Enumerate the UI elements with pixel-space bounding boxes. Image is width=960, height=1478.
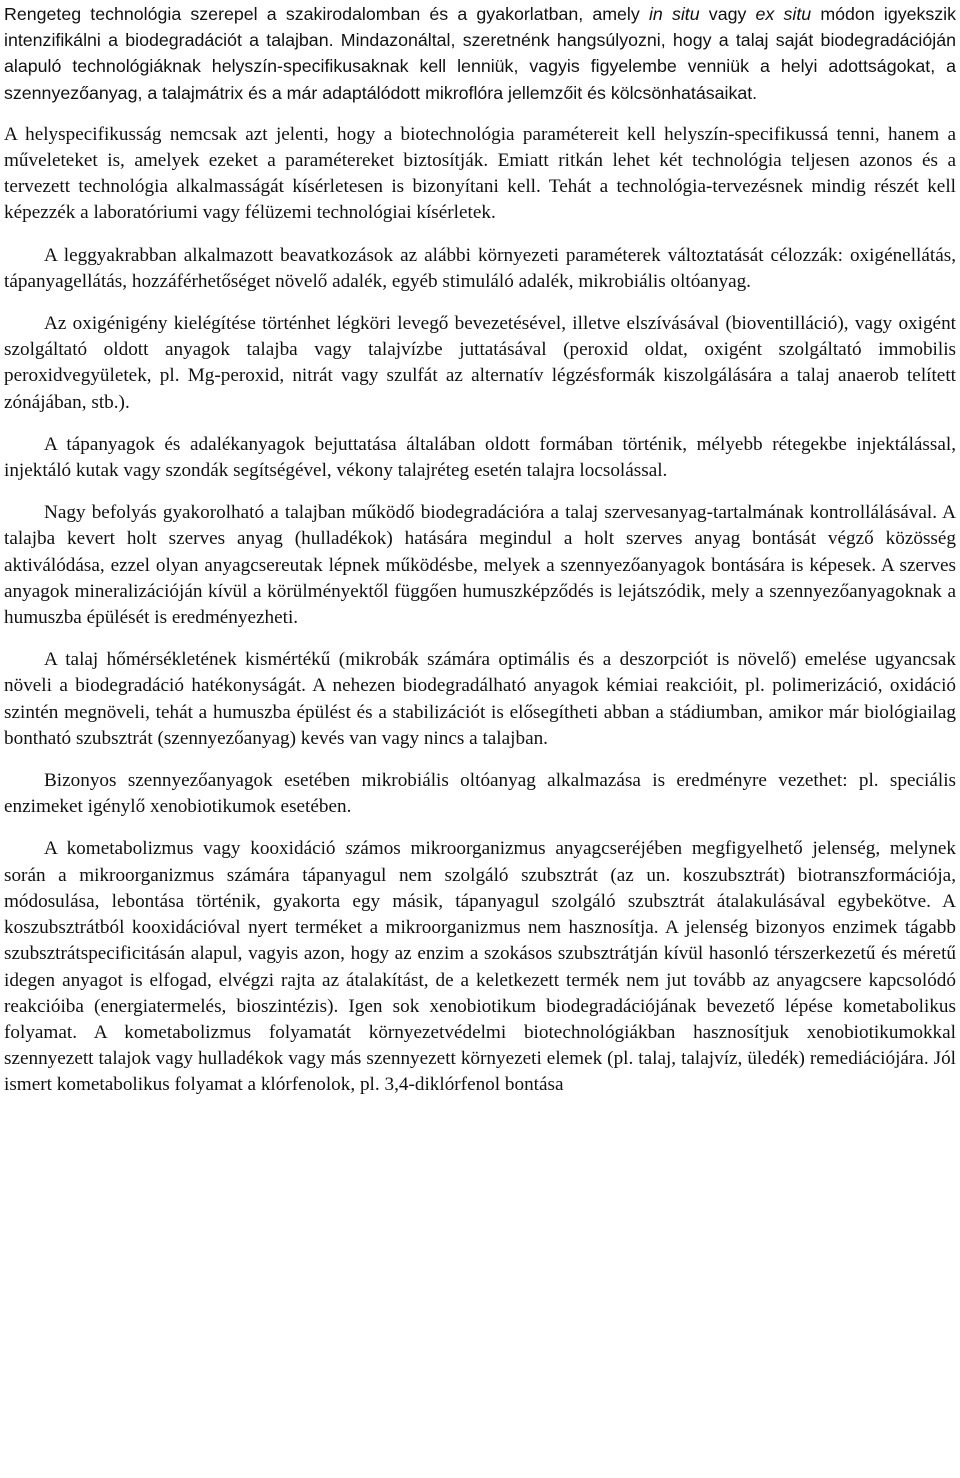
text-segment: módon igyekszik intenzifikálni a biodegradációt a talajban. Mindazonáltal, szeretnénk hangsúlyozni, hogy a talaj saját biodegradációján alapuló technológiáknak helyszín-specifikusaknak kell lenniük, vagyis figyelembe venniük a helyi adottságokat, a szennyezőanyag, a talajmátrix és a már adaptálódott mikroflóra jellemzőit és kölcsönhatásaikat. [4, 4, 957, 103]
paragraph-site-specificity: A helyspecifikusság nemcsak azt jelenti, hogy a biotechnológia paramétereit kell helyszín-specifikussá tenni, hanem a műveleteket is, amelyek ezeket a paramétereket biztosítják. Emiatt ritkán lehet két technológia teljesen azonos és a tervezett technológia alkalmasságát kísérletesen is bizonyítani kell. Tehát a technológia-tervezésnek mindig részét kell képezzék a laboratóriumi vagy félüzemi technológiai kísérletek. [4, 123, 956, 224]
paragraph-organic-matter: Nagy befolyás gyakorolható a talajban működő biodegradációra a talaj szervesanyag-tartalmának kontrollálásával. A talajba kevert holt szerves anyag (hulladékok) hatására megindul a holt szerves anyag bontását végző közösség aktiválódása, ezzel olyan anyagcsereutak lépnek működésbe, melyek a szennyezőanyagok bontására is képesek. A szerves anyagok mineralizációján kívül a körülményektől függően humuszképződés is lejátszódik, mely a szennyezőanyagoknak a humuszba épülését is eredményezheti. [4, 502, 956, 629]
paragraph-oxygen-supply: Az oxigénigény kielégítése történhet légköri levegő bevezetésével, illetve elszívásával (bioventilláció), vagy oxigént szolgáltató oldott anyagok talajba vagy talajvízbe juttatásával (peroxid oldat, oxigént szolgáltató immobilis peroxidvegyületek, pl. Mg-peroxid, nitrát vagy szulfát az alternatív légzésformák kiszolgálására a talaj anaerob telített zónájában, stb.). [4, 313, 956, 413]
paragraph-intro-technologies [4, 1, 956, 106]
paragraph-interventions: A leggyakrabban alkalmazott beavatkozások az alábbi környezeti paraméterek változtatását célozzák: oxigénellátás, tápanyagellátás, hozzáférhetőséget növelő adalék, egyéb stimuláló adalék, mikrobiális oltóanyag. [4, 244, 956, 292]
paragraph-cometabolism [4, 836, 956, 1098]
italic-term-in-situ: in situ [648, 4, 700, 24]
text-segment: A kometabolizmus vagy kooxidáció [44, 838, 346, 860]
text-segment: vagy [699, 4, 756, 24]
italic-fragment: sz [345, 838, 361, 860]
document-page [0, 1, 960, 1478]
paragraph-nutrients: A tápanyagok és adalékanyagok bejuttatása általában oldott formában történik, mélyebb rétegekbe injektálással, injektáló kutak vagy szondák segítségével, vékony talajréteg esetén talajra locsolással. [4, 433, 956, 482]
paragraph-soil-temperature: A talaj hőmérsékletének kismértékű (mikrobák számára optimális és a deszorpciót is növelő) emelése ugyancsak növeli a biodegradáció hatékonyságát. A nehezen biodegradálható anyagok kémiai reakcióit, pl. polimerizáció, oxidáció szintén megnöveli, tehát a humuszba épülést és a stabilizációt is elősegítheti abban a stádiumban, amikor már biológiailag bontható szubsztrát (szennyezőanyag) kevés van vagy nincs a talajban. [4, 649, 956, 749]
paragraph-inoculum: Bizonyos szennyezőanyagok esetében mikrobiális oltóanyag alkalmazása is eredményre vezethet: pl. speciális enzimeket igénylő xenobiotikumok esetében. [4, 770, 956, 818]
italic-term-ex-situ: ex situ [755, 4, 812, 24]
text-segment: ámos mikroorganizmus anyagcseréjében megfigyelhető jelenség, melynek során a mikroorganizmus számára tápanyagul nem szolgáló szubsztrát (az un. koszubsztrát) biotranszformációja, módosulása, lebontása történik, gyakorta egy másik, tápanyagul szolgáló szubsztrát átalakulásával egybekötve. A koszubsztrátból kooxidációval nyert terméket a mikroorganizmus nem hasznosítja. A jelenség bizonyos enzimek tágabb szubsztrátspecificitásán alapul, vagyis azon, hogy az enzim a szokásos szubsztrátján kívül hasonló térszerkezetű és méretű idegen anyagot is elfogad, elvégzi rajta az átalakítást, de a keletkezett termék nem jut tovább az anyagcsere kapcsolódó reakcióiba (energiatermelés, bioszintézis). Igen sok xenobiotikum biodegradációjának bevezető lépése kometabolikus folyamat. A kometabolizmus folyamatát környezetvédelmi biotechnológiákban hasznosítjuk xenobiotikumokkal szennyezett talajok vagy hulladékok vagy más szennyezett környezeti elemek (pl. talaj, talajvíz, üledék) remediációjára. Jól ismert kometabolikus folyamat a klórfenolok, pl. 3,4-diklórfenol bontása [4, 838, 956, 1096]
text-segment: Rengeteg technológia szerepel a szakirodalomban és a gyakorlatban, amely [4, 4, 649, 24]
